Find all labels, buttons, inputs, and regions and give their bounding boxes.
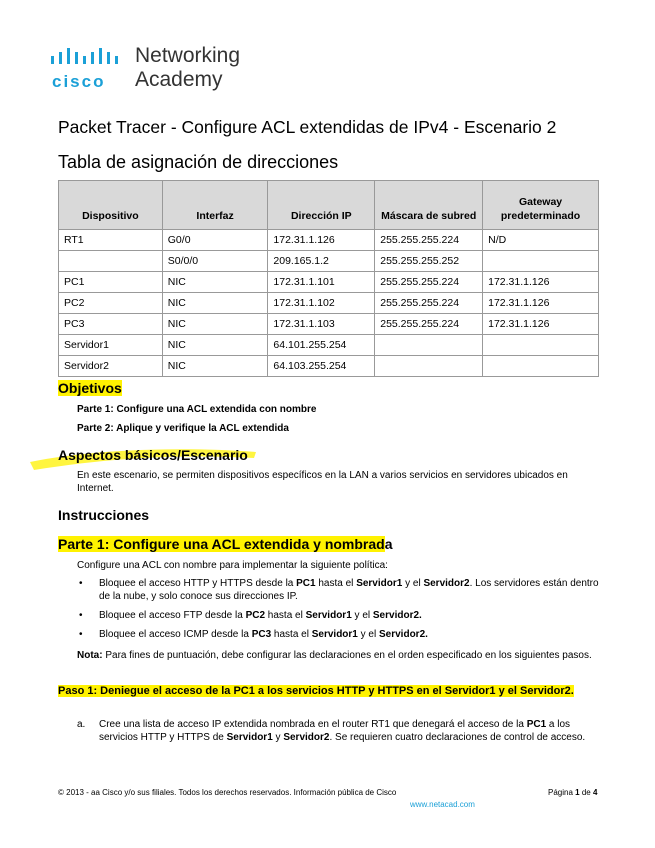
cell-ip: 172.31.1.126 [268,230,375,251]
policy-bullet: • Bloquee el acceso FTP desde la PC2 hasta el Servidor1 y el Servidor2. [79,610,422,621]
cell-gateway [483,251,599,272]
table-row [59,314,599,335]
header-mask: Máscara de subred [375,181,483,230]
cell-device: RT1 [59,230,163,251]
cell-device: Servidor1 [59,335,163,356]
cell-mask [375,356,483,377]
cell-gateway: 172.31.1.126 [483,272,599,293]
cell-interface: G0/0 [162,230,268,251]
objectives-heading: Objetivos [58,380,122,396]
objective-item: Parte 1: Configure una ACL extendida con nombre [77,404,317,415]
cell-interface: NIC [162,293,268,314]
table-row [59,272,599,293]
logo-line-1: Networking [135,44,241,67]
cell-ip: 172.31.1.101 [268,272,375,293]
cell-interface: NIC [162,272,268,293]
cell-ip: 64.103.255.254 [268,356,375,377]
table-row [59,230,599,251]
table-heading: Tabla de asignación de direcciones [58,152,339,172]
instructions-heading: Instrucciones [58,507,150,523]
header-gateway: Gateway predeterminado [483,181,599,230]
cell-gateway: N/D [483,230,599,251]
cell-interface: S0/0/0 [162,251,268,272]
cell-ip: 172.31.1.102 [268,293,375,314]
cell-mask [375,335,483,356]
cell-device: PC3 [59,314,163,335]
cell-device [59,251,163,272]
addressing-table [58,180,599,377]
cell-mask: 255.255.255.252 [375,251,483,272]
cell-device: PC2 [59,293,163,314]
objective-item: Parte 2: Aplique y verifique la ACL extendida [77,423,289,434]
page-number: Página 1 de 4 [548,788,598,797]
cisco-wordmark: cisco [52,72,106,91]
policy-bullet: • Bloquee el acceso HTTP y HTTPS desde la PC1 hasta el Servidor1 y el Servidor2. Los servidores están dentro de la nube, y solo conoce sus direcciones IP. [79,578,599,602]
cell-gateway [483,335,599,356]
table-row [59,356,599,377]
table-header-row [59,181,599,230]
cell-interface: NIC [162,356,268,377]
policy-bullet: • Bloquee el acceso ICMP desde la PC3 hasta el Servidor1 y el Servidor2. [79,629,428,640]
note: Nota: Para fines de puntuación, debe configurar las declaraciones en el orden especificado en los siguientes pasos. [77,650,592,661]
table-row [59,251,599,272]
cell-gateway [483,356,599,377]
part1-intro: Configure una ACL con nombre para implementar la siguiente política: [77,560,388,571]
header-interface: Interfaz [162,181,268,230]
table-row [59,335,599,356]
header-ip: Dirección IP [268,181,375,230]
cell-gateway: 172.31.1.126 [483,293,599,314]
cell-mask: 255.255.255.224 [375,272,483,293]
cell-mask: 255.255.255.224 [375,230,483,251]
table-row [59,293,599,314]
netacad-link[interactable]: www.netacad.com [410,800,475,809]
cell-gateway: 172.31.1.126 [483,314,599,335]
cisco-bars-icon [50,46,130,70]
cell-mask: 255.255.255.224 [375,314,483,335]
header-device: Dispositivo [59,181,163,230]
step-a: a. Cree una lista de acceso IP extendida nombrada en el router RT1 que denegará el acceso de la PC1 a los servicios HTTP y HTTPS de Servidor1 y Servidor2. Se requieren cuatro declaraciones de control de acceso. [77,719,586,743]
cell-device: PC1 [59,272,163,293]
part1-heading: Parte 1: Configure una ACL extendida y nombrada [58,536,393,552]
cell-interface: NIC [162,335,268,356]
cell-mask: 255.255.255.224 [375,293,483,314]
cell-ip: 209.165.1.2 [268,251,375,272]
cell-device: Servidor2 [59,356,163,377]
cell-interface: NIC [162,314,268,335]
cell-ip: 64.101.255.254 [268,335,375,356]
logo-line-2: Academy [135,68,223,91]
background-text: En este escenario, se permiten dispositivos específicos en la LAN a varios servicios en servidores ubicados en Internet. [77,470,568,494]
background-heading: Aspectos básicos/Escenario [58,447,248,463]
cell-ip: 172.31.1.103 [268,314,375,335]
footer-copyright: © 2013 - aa Cisco y/o sus filiales. Todos los derechos reservados. Información pública de Cisco [58,788,397,797]
step1-heading: Paso 1: Deniegue el acceso de la PC1 a los servicios HTTP y HTTPS en el Servidor1 y el Servidor2. [58,685,574,697]
document-title: Packet Tracer - Configure ACL extendidas de IPv4 - Escenario 2 [58,117,557,137]
